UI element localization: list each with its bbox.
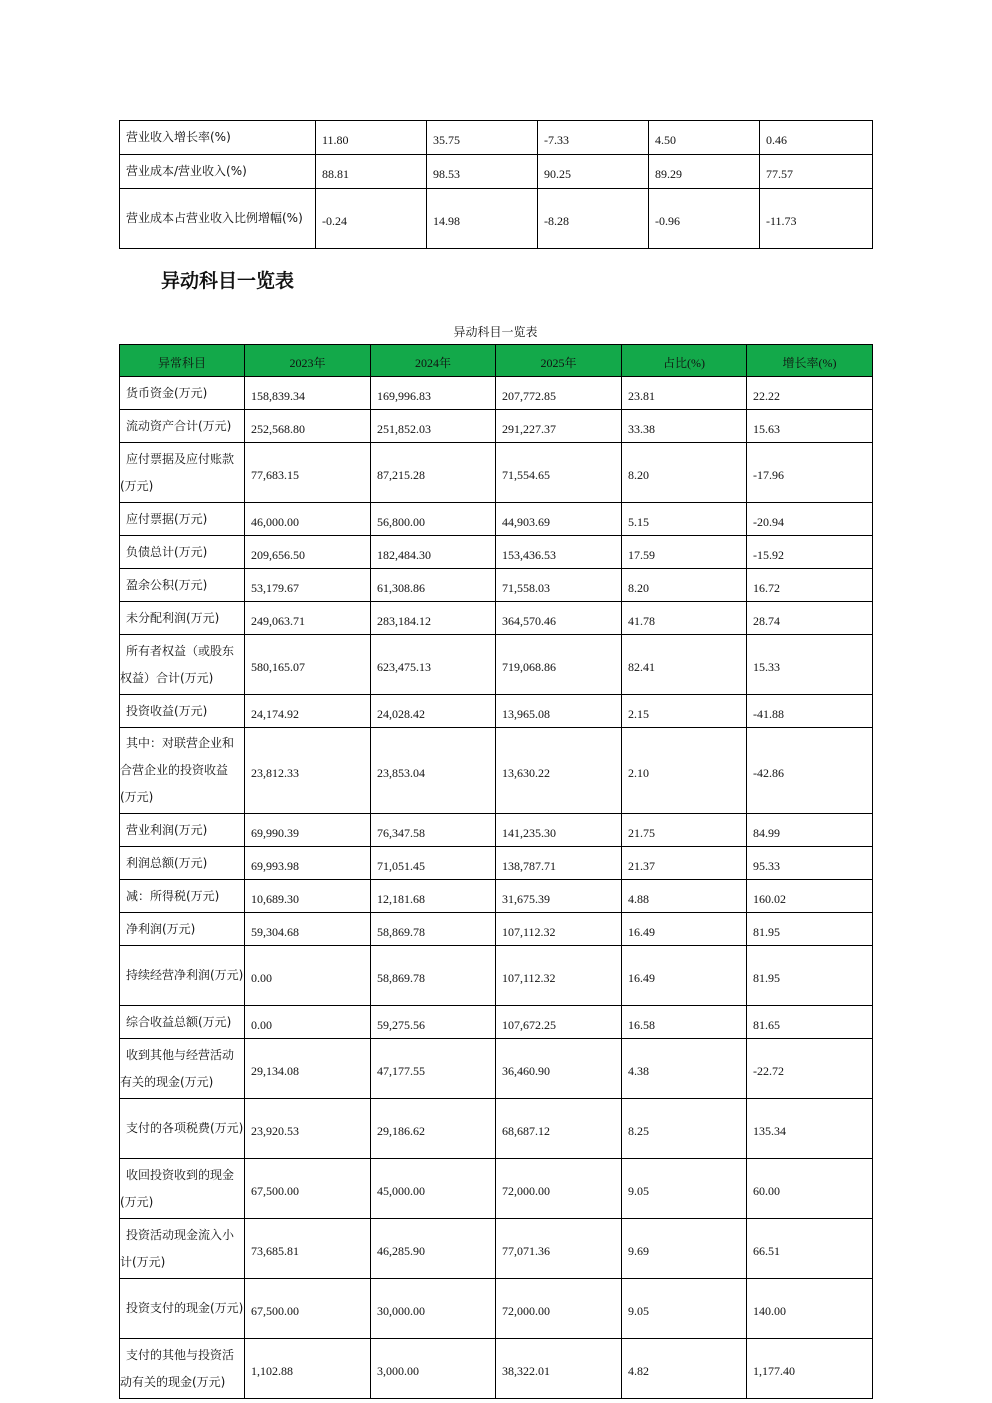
table-cell: 15.63 — [747, 410, 873, 443]
table-cell: 61,308.86 — [371, 569, 496, 602]
table-row — [120, 635, 873, 695]
table-cell: 0.46 — [760, 121, 873, 155]
table-cell: 72,000.00 — [496, 1159, 622, 1219]
table-cell: 23,812.33 — [245, 728, 371, 814]
table-cell: 87,215.28 — [371, 443, 496, 503]
table-row — [120, 1159, 873, 1219]
ratio-table — [119, 120, 873, 249]
table-cell: 36,460.90 — [496, 1039, 622, 1099]
table-row — [120, 1339, 873, 1399]
table-cell: 2.15 — [622, 695, 747, 728]
table-cell: 8.20 — [622, 443, 747, 503]
table-cell: 2.10 — [622, 728, 747, 814]
table-cell: 53,179.67 — [245, 569, 371, 602]
table-cell: 84.99 — [747, 814, 873, 847]
table-cell: 252,568.80 — [245, 410, 371, 443]
table-cell: -8.28 — [538, 189, 649, 249]
table-cell: 4.82 — [622, 1339, 747, 1399]
table-cell: 59,275.56 — [371, 1006, 496, 1039]
table-cell: 182,484.30 — [371, 536, 496, 569]
table-cell: 207,772.85 — [496, 377, 622, 410]
row-label: 货币资金(万元) — [120, 377, 245, 410]
column-header: 2023年 — [245, 345, 371, 377]
table-cell: 209,656.50 — [245, 536, 371, 569]
table-cell: 77.57 — [760, 155, 873, 189]
table-cell: 14.98 — [427, 189, 538, 249]
table-cell: 29,186.62 — [371, 1099, 496, 1159]
table-cell: -20.94 — [747, 503, 873, 536]
table-cell: 107,112.32 — [496, 946, 622, 1006]
table-cell: 28.74 — [747, 602, 873, 635]
table-cell: 73,685.81 — [245, 1219, 371, 1279]
table-cell: 35.75 — [427, 121, 538, 155]
row-label: 流动资产合计(万元) — [120, 410, 245, 443]
table-cell: 251,852.03 — [371, 410, 496, 443]
table-cell: 623,475.13 — [371, 635, 496, 695]
table-row — [120, 155, 873, 189]
table-cell: 8.25 — [622, 1099, 747, 1159]
table-cell: 13,965.08 — [496, 695, 622, 728]
table-row — [120, 602, 873, 635]
table-cell: 45,000.00 — [371, 1159, 496, 1219]
table-row — [120, 1006, 873, 1039]
table-cell: 16.49 — [622, 946, 747, 1006]
table-cell: 5.15 — [622, 503, 747, 536]
table-row — [120, 695, 873, 728]
table-cell: -0.24 — [316, 189, 427, 249]
table-row — [120, 1219, 873, 1279]
table-header-row — [120, 345, 873, 377]
table-cell: 17.59 — [622, 536, 747, 569]
section-heading: 异动科目一览表 — [161, 270, 295, 292]
row-label: 其中：对联营企业和合营企业的投资收益(万元) — [120, 728, 245, 814]
table-cell: 95.33 — [747, 847, 873, 880]
table-cell: 9.05 — [622, 1159, 747, 1219]
table-cell: -0.96 — [649, 189, 760, 249]
table-cell: 66.51 — [747, 1219, 873, 1279]
row-label: 投资活动现金流入小计(万元) — [120, 1219, 245, 1279]
table-cell: 31,675.39 — [496, 880, 622, 913]
row-label: 持续经营净利润(万元) — [120, 946, 245, 1006]
table-cell: 364,570.46 — [496, 602, 622, 635]
table-row — [120, 443, 873, 503]
table-cell: 56,800.00 — [371, 503, 496, 536]
table-cell: 30,000.00 — [371, 1279, 496, 1339]
row-label: 营业成本占营业收入比例增幅(%) — [120, 189, 316, 249]
table-row — [120, 189, 873, 249]
table-cell: 76,347.58 — [371, 814, 496, 847]
table-cell: 13,630.22 — [496, 728, 622, 814]
table-cell: 249,063.71 — [245, 602, 371, 635]
table-row — [120, 410, 873, 443]
table-cell: 82.41 — [622, 635, 747, 695]
table-row — [120, 503, 873, 536]
table-cell: 90.25 — [538, 155, 649, 189]
table-row — [120, 121, 873, 155]
table-row — [120, 946, 873, 1006]
table-cell: 88.81 — [316, 155, 427, 189]
table-cell: 12,181.68 — [371, 880, 496, 913]
table-cell: 59,304.68 — [245, 913, 371, 946]
table-row — [120, 880, 873, 913]
column-header: 占比(%) — [622, 345, 747, 377]
table-cell: 169,996.83 — [371, 377, 496, 410]
table-cell: 11.80 — [316, 121, 427, 155]
table-cell: -11.73 — [760, 189, 873, 249]
table-cell: 0.00 — [245, 1006, 371, 1039]
row-label: 综合收益总额(万元) — [120, 1006, 245, 1039]
table-caption: 异动科目一览表 — [453, 325, 538, 339]
table-cell: 68,687.12 — [496, 1099, 622, 1159]
table-row — [120, 377, 873, 410]
row-label: 投资收益(万元) — [120, 695, 245, 728]
table-cell: 719,068.86 — [496, 635, 622, 695]
table-cell: 22.22 — [747, 377, 873, 410]
row-label: 营业利润(万元) — [120, 814, 245, 847]
table-cell: 9.05 — [622, 1279, 747, 1339]
table-cell: 135.34 — [747, 1099, 873, 1159]
table-row — [120, 536, 873, 569]
table-cell: 107,112.32 — [496, 913, 622, 946]
table-cell: 160.02 — [747, 880, 873, 913]
table-cell: 69,990.39 — [245, 814, 371, 847]
table-cell: -22.72 — [747, 1039, 873, 1099]
table-cell: 24,028.42 — [371, 695, 496, 728]
table-cell: 38,322.01 — [496, 1339, 622, 1399]
table-cell: 47,177.55 — [371, 1039, 496, 1099]
table-cell: 29,134.08 — [245, 1039, 371, 1099]
table-row — [120, 847, 873, 880]
table-cell: 141,235.30 — [496, 814, 622, 847]
table-cell: 158,839.34 — [245, 377, 371, 410]
row-label: 未分配利润(万元) — [120, 602, 245, 635]
table-cell: 291,227.37 — [496, 410, 622, 443]
table-cell: 138,787.71 — [496, 847, 622, 880]
row-label: 营业收入增长率(%) — [120, 121, 316, 155]
table-cell: 58,869.78 — [371, 913, 496, 946]
table-cell: 10,689.30 — [245, 880, 371, 913]
row-label: 收回投资收到的现金(万元) — [120, 1159, 245, 1219]
table-row — [120, 1279, 873, 1339]
row-label: 净利润(万元) — [120, 913, 245, 946]
table-cell: 71,558.03 — [496, 569, 622, 602]
table-cell: 46,285.90 — [371, 1219, 496, 1279]
table-cell: -15.92 — [747, 536, 873, 569]
table-cell: 153,436.53 — [496, 536, 622, 569]
table-cell: 16.72 — [747, 569, 873, 602]
table-cell: -17.96 — [747, 443, 873, 503]
table-cell: 24,174.92 — [245, 695, 371, 728]
table-cell: 21.37 — [622, 847, 747, 880]
table-cell: 41.78 — [622, 602, 747, 635]
table-cell: 44,903.69 — [496, 503, 622, 536]
column-header: 增长率(%) — [747, 345, 873, 377]
row-label: 支付的其他与投资活动有关的现金(万元) — [120, 1339, 245, 1399]
table-cell: 81.95 — [747, 946, 873, 1006]
table-cell: 23,920.53 — [245, 1099, 371, 1159]
table-body — [120, 377, 873, 1399]
table-cell: 23.81 — [622, 377, 747, 410]
row-label: 应付票据(万元) — [120, 503, 245, 536]
table-cell: 71,554.65 — [496, 443, 622, 503]
table-row — [120, 569, 873, 602]
row-label: 支付的各项税费(万元) — [120, 1099, 245, 1159]
table-cell: 21.75 — [622, 814, 747, 847]
table-row — [120, 728, 873, 814]
column-header: 异常科目 — [120, 345, 245, 377]
table-cell: 4.38 — [622, 1039, 747, 1099]
table-cell: 98.53 — [427, 155, 538, 189]
table-cell: 33.38 — [622, 410, 747, 443]
table-cell: 46,000.00 — [245, 503, 371, 536]
table-cell: 1,177.40 — [747, 1339, 873, 1399]
table-cell: 4.50 — [649, 121, 760, 155]
row-label: 营业成本/营业收入(%) — [120, 155, 316, 189]
table-cell: -41.88 — [747, 695, 873, 728]
table-cell: 283,184.12 — [371, 602, 496, 635]
table-cell: 58,869.78 — [371, 946, 496, 1006]
row-label: 投资支付的现金(万元) — [120, 1279, 245, 1339]
table-cell: 67,500.00 — [245, 1159, 371, 1219]
row-label: 盈余公积(万元) — [120, 569, 245, 602]
table-cell: -42.86 — [747, 728, 873, 814]
table-cell: 9.69 — [622, 1219, 747, 1279]
abnormal-items-table — [119, 344, 873, 1399]
table-cell: 140.00 — [747, 1279, 873, 1339]
table-cell: 16.58 — [622, 1006, 747, 1039]
row-label: 应付票据及应付账款(万元) — [120, 443, 245, 503]
row-label: 利润总额(万元) — [120, 847, 245, 880]
table-cell: -7.33 — [538, 121, 649, 155]
table-cell: 67,500.00 — [245, 1279, 371, 1339]
row-label: 收到其他与经营活动有关的现金(万元) — [120, 1039, 245, 1099]
table-cell: 81.95 — [747, 913, 873, 946]
table-cell: 77,071.36 — [496, 1219, 622, 1279]
table-row — [120, 1039, 873, 1099]
table-row — [120, 1099, 873, 1159]
table-cell: 4.88 — [622, 880, 747, 913]
table-cell: 69,993.98 — [245, 847, 371, 880]
column-header: 2025年 — [496, 345, 622, 377]
table-cell: 77,683.15 — [245, 443, 371, 503]
table-cell: 8.20 — [622, 569, 747, 602]
table-cell: 71,051.45 — [371, 847, 496, 880]
table-cell: 81.65 — [747, 1006, 873, 1039]
table-row — [120, 814, 873, 847]
column-header: 2024年 — [371, 345, 496, 377]
table-cell: 15.33 — [747, 635, 873, 695]
row-label: 减：所得税(万元) — [120, 880, 245, 913]
table-cell: 23,853.04 — [371, 728, 496, 814]
table-cell: 16.49 — [622, 913, 747, 946]
table-cell: 107,672.25 — [496, 1006, 622, 1039]
table-cell: 89.29 — [649, 155, 760, 189]
table-cell: 1,102.88 — [245, 1339, 371, 1399]
table-row — [120, 913, 873, 946]
table-cell: 3,000.00 — [371, 1339, 496, 1399]
table-cell: 60.00 — [747, 1159, 873, 1219]
row-label: 负债总计(万元) — [120, 536, 245, 569]
row-label: 所有者权益（或股东权益）合计(万元) — [120, 635, 245, 695]
table-cell: 0.00 — [245, 946, 371, 1006]
table-cell: 72,000.00 — [496, 1279, 622, 1339]
table-cell: 580,165.07 — [245, 635, 371, 695]
